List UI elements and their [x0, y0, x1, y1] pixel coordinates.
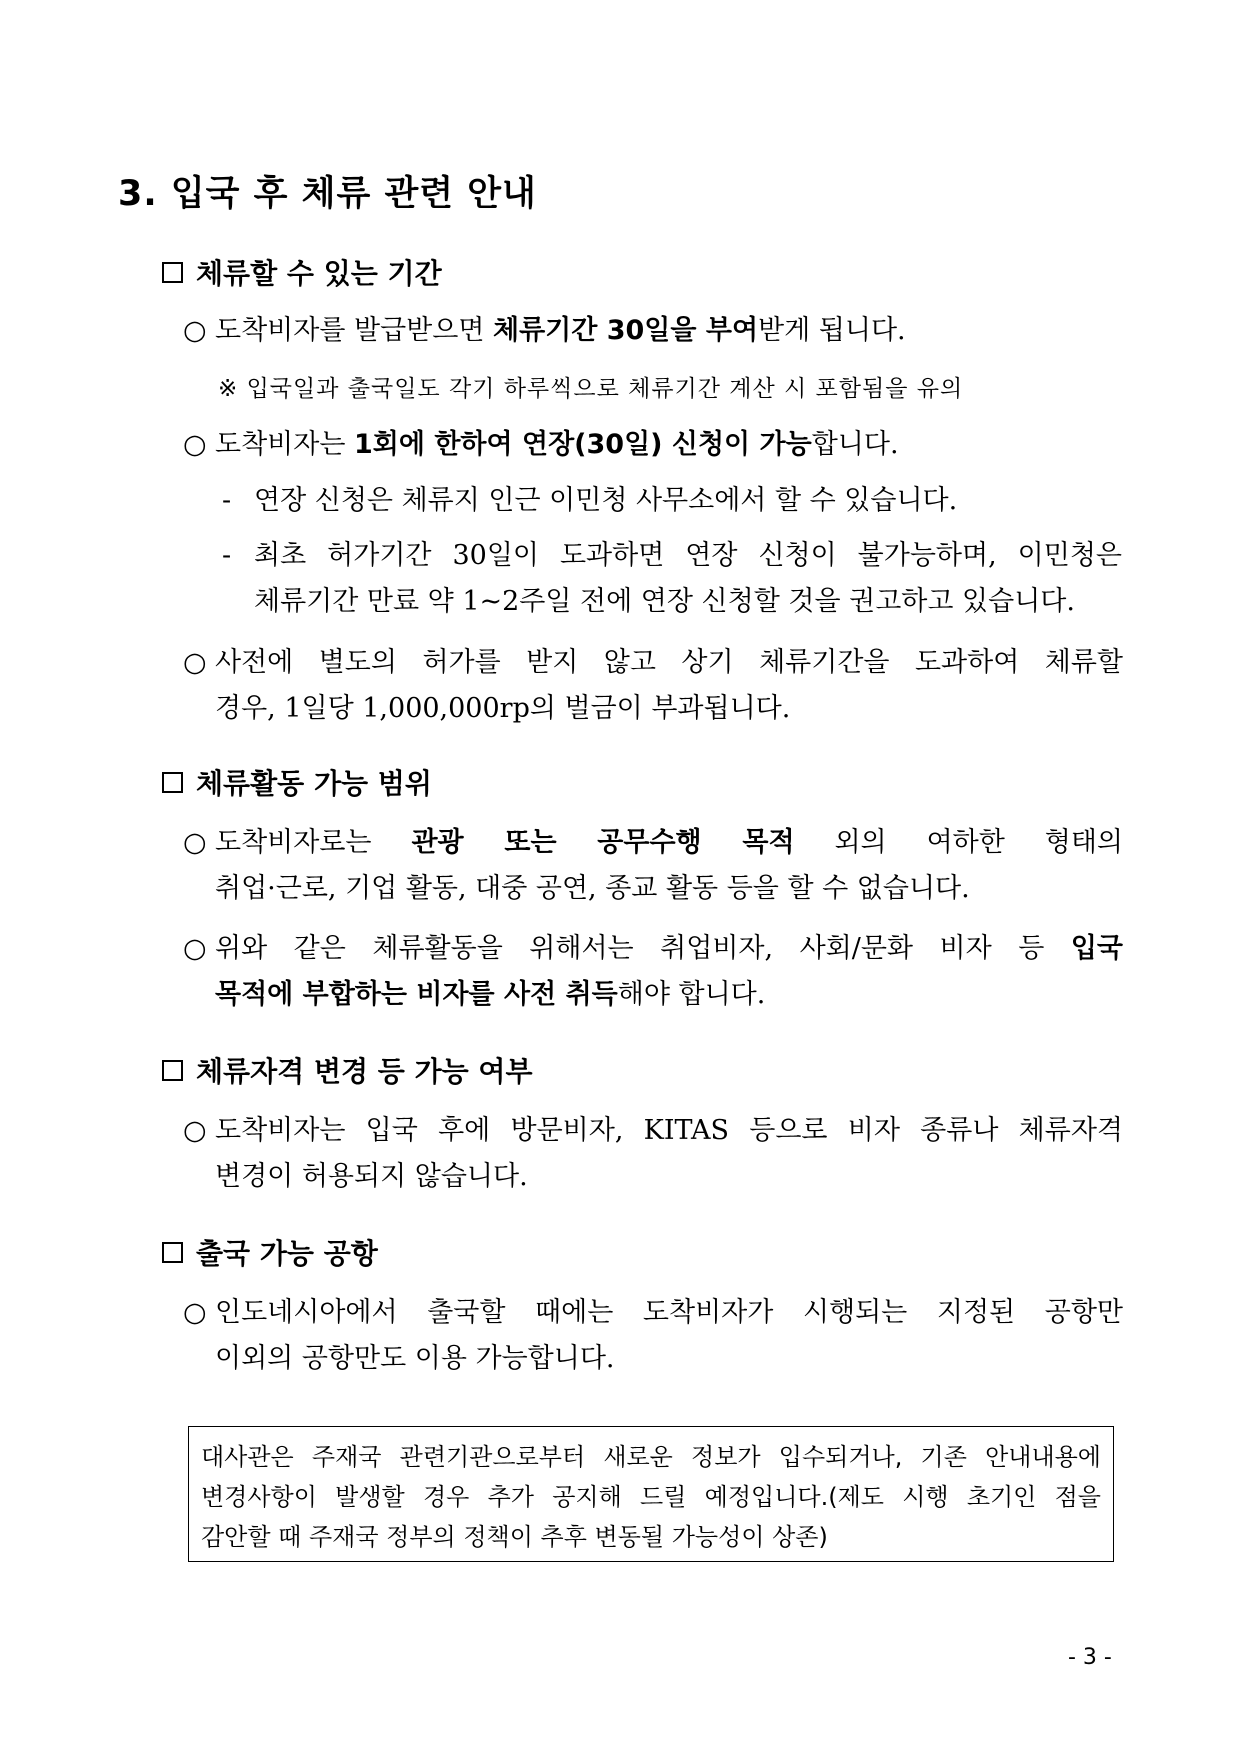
section-heading-text: 체류할 수 있는 기간	[196, 257, 442, 290]
bullet-circle-icon: ○	[183, 1297, 207, 1328]
dash-text: 연장 신청은 체류지 인근 이민청 사무소에서 할 수 있습니다.	[254, 485, 958, 516]
checkbox-square-icon	[162, 1242, 183, 1263]
section-heading-text: 체류자격 변경 등 가능 여부	[196, 1055, 533, 1088]
bullet-text: 위와 같은 체류활동을 위해서는 취업비자, 사회/문화 비자 등 입국 목적에 부합하는 비자를 사전 취득해야 합니다.	[215, 933, 1123, 1010]
bullet-circle-icon: ○	[183, 429, 207, 460]
dash-marker: -	[222, 485, 232, 516]
section-heading-status-change	[162, 1050, 533, 1090]
bullet-circle-icon: ○	[183, 647, 207, 678]
section-heading-text: 체류활동 가능 범위	[196, 767, 432, 800]
dash-marker: -	[222, 540, 232, 571]
checkbox-square-icon	[162, 262, 183, 283]
notice-line: 변경사항이 발생할 경우 추가 공지해 드릴 예정입니다.(제도 시행 초기인 점을	[201, 1483, 1101, 1511]
bullet-text: 도착비자는 1회에 한하여 연장(30일) 신청이 가능합니다.	[215, 429, 899, 460]
bullet-text: 사전에 별도의 허가를 받지 않고 상기 체류기간을 도과하여 체류할 경우, 1일당 1,000,000rp의 벌금이 부과됩니다.	[215, 647, 1123, 724]
dash-text: 최초 허가기간 30일이 도과하면 연장 신청이 불가능하며, 이민청은 체류기간 만료 약 1~2주일 전에 연장 신청할 것을 권고하고 있습니다.	[254, 540, 1122, 617]
section-heading-text: 출국 가능 공항	[196, 1237, 378, 1270]
embassy-notice-box	[188, 1426, 1114, 1562]
bullet-text: 도착비자는 입국 후에 방문비자, KITAS 등으로 비자 종류나 체류자격 변경이 허용되지 않습니다.	[215, 1115, 1123, 1192]
bullet-text: 인도네시아에서 출국할 때에는 도착비자가 시행되는 지정된 공항만 이외의 공항만도 이용 가능합니다.	[215, 1297, 1123, 1374]
page-title: 3. 입국 후 체류 관련 안내	[118, 174, 537, 214]
checkbox-square-icon	[162, 772, 183, 793]
page-number: - 3 -	[1068, 1645, 1112, 1670]
bullet-circle-icon: ○	[183, 315, 207, 346]
bullet-circle-icon: ○	[183, 933, 207, 964]
section-heading-activity-scope	[162, 762, 432, 802]
section-heading-stay-period	[162, 252, 442, 292]
checkbox-square-icon	[162, 1060, 183, 1081]
bullet-text: 도착비자로는 관광 또는 공무수행 목적 외의 여하한 형태의 취업·근로, 기업 활동, 대중 공연, 종교 활동 등을 할 수 없습니다.	[215, 827, 1123, 904]
bullet-text: 도착비자를 발급받으면 체류기간 30일을 부여받게 됩니다.	[215, 315, 906, 346]
note-text: ※ 입국일과 출국일도 각기 하루씩으로 체류기간 계산 시 포함됨을 유의	[218, 376, 964, 402]
bullet-circle-icon: ○	[183, 1115, 207, 1146]
notice-line: 감안할 때 주재국 정부의 정책이 추후 변동될 가능성이 상존)	[201, 1523, 828, 1551]
notice-line: 대사관은 주재국 관련기관으로부터 새로운 정보가 입수되거나, 기존 안내내용에	[201, 1443, 1101, 1471]
section-heading-departure-airport	[162, 1232, 378, 1272]
bullet-circle-icon: ○	[183, 827, 207, 858]
